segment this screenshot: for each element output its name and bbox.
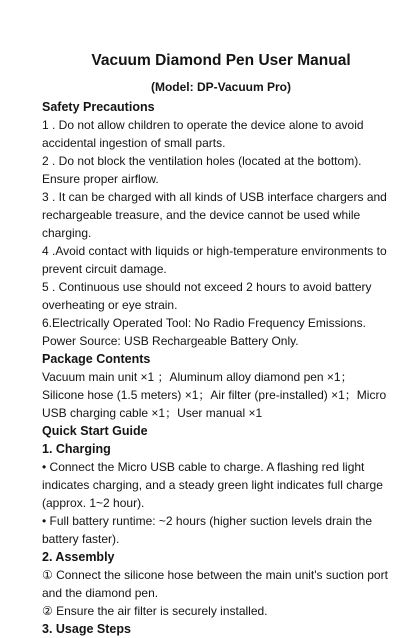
safety-item-1: 1 . Do not allow children to operate the device alone to avoid accidental ingestion of small parts.	[42, 118, 364, 150]
charging-item-2: • Full battery runtime: ~2 hours (higher suction levels drain the battery faster).	[42, 514, 373, 546]
document-title: Vacuum Diamond Pen User Manual	[91, 52, 351, 69]
quick-start-heading: Quick Start Guide	[42, 424, 148, 438]
safety-item-2: 2 . Do not block the ventilation holes (located at the bottom). Ensure proper airflow.	[42, 154, 362, 186]
safety-item-4: 4 .Avoid contact with liquids or high-temperature environments to prevent circuit damage.	[42, 244, 387, 276]
safety-item-5: 5 . Continuous use should not exceed 2 hours to avoid battery overheating or eye strain.	[42, 280, 372, 312]
package-contents-text: Vacuum main unit ×1 ；Aluminum alloy diamond pen ×1；Silicone hose (1.5 meters) ×1；Air filter (pre-installed) ×1；Micro USB charging cable ×1；User manual ×1	[42, 370, 387, 420]
charging-heading: 1. Charging	[42, 442, 111, 456]
usage-heading: 3. Usage Steps	[42, 622, 131, 636]
safety-item-6: 6.Electrically Operated Tool: No Radio Frequency Emissions. Power Source: USB Rechargeable Battery Only.	[42, 316, 366, 348]
package-heading: Package Contents	[42, 352, 151, 366]
assembly-item-1: ① Connect the silicone hose between the main unit's suction port and the diamond pen.	[42, 568, 388, 600]
charging-item-1: • Connect the Micro USB cable to charge. A flashing red light indicates charging, and a steady green light indicates full charge (approx. 1~2 hour).	[42, 460, 383, 510]
safety-item-3: 3 . It can be charged with all kinds of USB interface chargers and rechargeable treasure, and the device cannot be used while charging.	[42, 190, 387, 240]
model-subtitle: (Model: DP-Vacuum Pro)	[150, 80, 291, 94]
safety-heading: Safety Precautions	[42, 100, 155, 114]
assembly-item-2: ② Ensure the air filter is securely installed.	[42, 604, 268, 618]
assembly-heading: 2. Assembly	[42, 550, 115, 564]
